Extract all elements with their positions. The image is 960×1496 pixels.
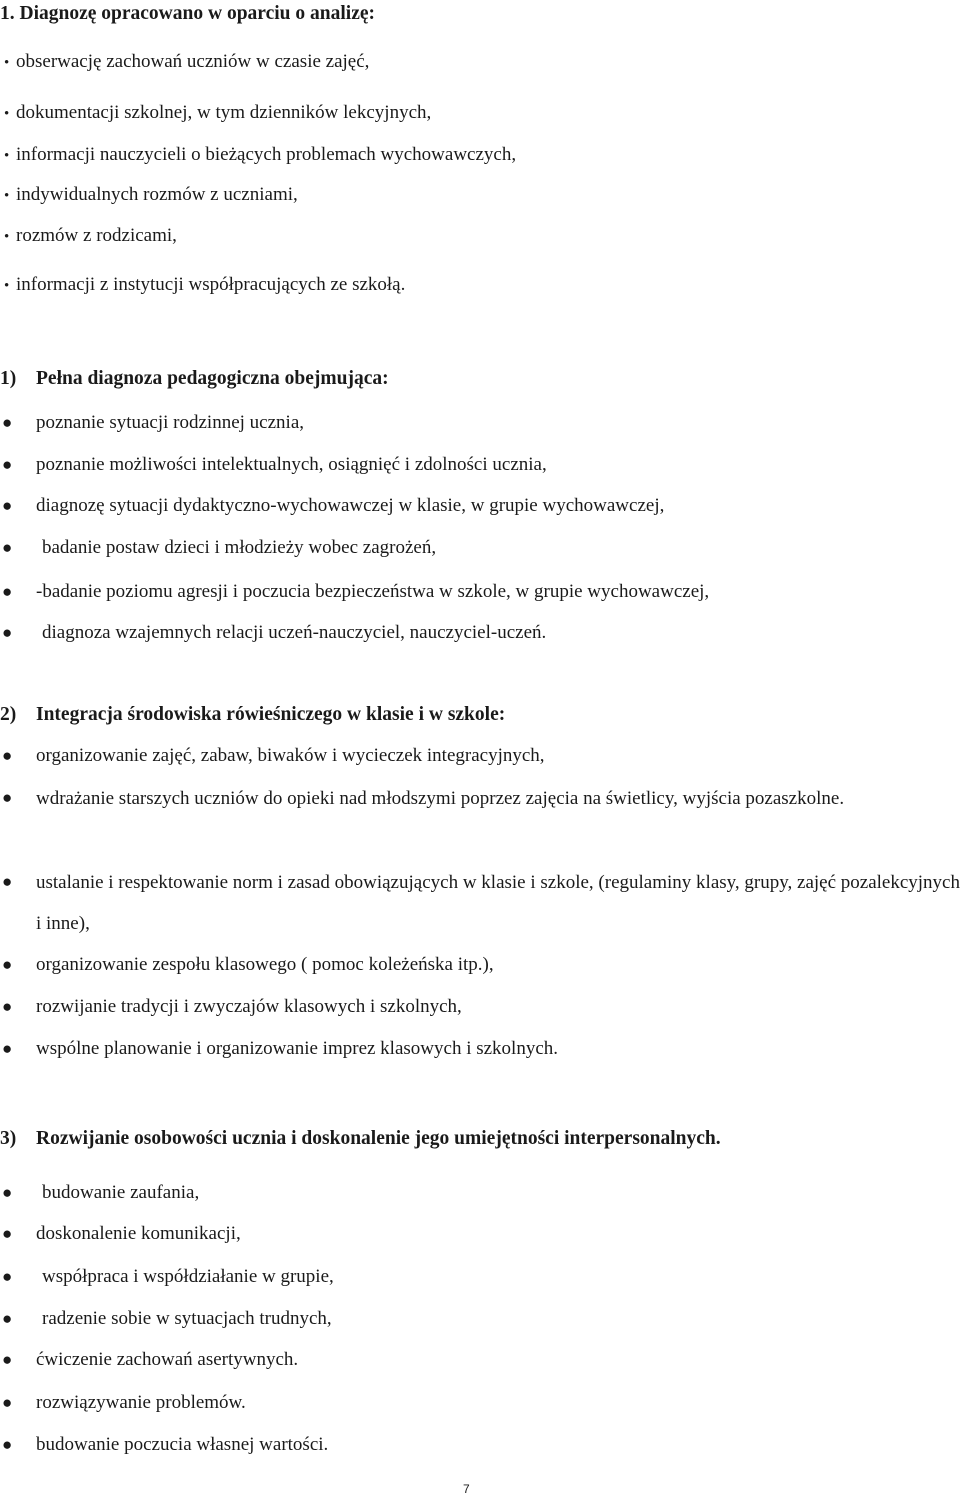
bullet-icon: • bbox=[4, 106, 10, 122]
main-heading: 1. Diagnozę opracowano w oparciu o analizę: bbox=[0, 3, 375, 24]
intro-list-item: • dokumentacji szkolnej, w tym dzienników lekcyjnych, bbox=[4, 101, 431, 126]
bullet-icon: ● bbox=[2, 496, 13, 515]
bullet-icon: ● bbox=[2, 788, 13, 807]
section-title: Rozwijanie osobowości ucznia i doskonalenie jego umiejętności interpersonalnych. bbox=[36, 1128, 721, 1149]
section-title: Pełna diagnoza pedagogiczna obejmująca: bbox=[36, 368, 389, 389]
bullet-icon: ● bbox=[2, 538, 13, 557]
section-title: Integracja środowiska rówieśniczego w klasie i w szkole: bbox=[36, 704, 506, 725]
bullet-icon: ● bbox=[2, 1435, 13, 1454]
bullet-icon: ● bbox=[2, 1309, 13, 1328]
page-number: 7 bbox=[463, 1482, 470, 1496]
bullet-icon: • bbox=[4, 188, 10, 204]
bullet-icon: ● bbox=[2, 746, 13, 765]
section-1-heading bbox=[0, 367, 389, 391]
bullet-icon: ● bbox=[2, 1224, 13, 1243]
bullet-icon: ● bbox=[2, 582, 13, 601]
intro-list-item: • informacji nauczycieli o bieżących problemach wychowawczych, bbox=[4, 143, 516, 168]
intro-list-item: • informacji z instytucji współpracujących ze szkołą. bbox=[4, 273, 405, 298]
document-page: 1. Diagnozę opracowano w oparciu o analizę: • obserwację zachowań uczniów w czasie zajęć, • dokumentacji szkolnej, w tym dzienników lekcyjnych, • informacji nauczycieli o bieżących problemach wychowawczych, • indywidualnych rozmów z uczniami, • rozmów z rodzicami, • informacji z instytucji współpracujących ze szkołą. 1) Pełna diagnoza pedagogiczna obejmująca: ● poznanie sytuacji rodzinnej ucznia, ● poznanie możliwości intelektualnych, osiągnięć i zdolności ucznia, ● diagnozę sytuacji dydaktyczno-wychowawczej w klasie, w grupie wychowawczej, ● badanie postaw dzieci i młodzieży wobec zagrożeń, ● -badanie poziomu agresji i poczucia bezpieczeństwa w szkole, w grupie wychowawczej, ● diagnoza wzajemnych relacji uczeń-nauczyciel, nauczyciel-uczeń. 2) Integracja środowiska rówieśniczego w klasie i w szkole: ● organizowanie zajęć, zabaw, biwaków i wycieczek integracyjnych, ● wdrażanie starszych uczniów do opieki nad młodszymi poprzez zajęcia na świetlicy, wyjścia pozaszkolne. ● ustalanie i respektowanie norm i zasad obowiązujących w klasie i szkole, (regulaminy klasy, grupy, zajęć pozalekcyjnych i inne), ● organizowanie zespołu klasowego ( pomoc koleżeńska itp.), ● rozwijanie tradycji i zwyczajów klasowych i szkolnych, ● wspólne planowanie i organizowanie imprez klasowych i szkolnych. 3) Rozwijanie osobowości ucznia i doskonalenie jego umiejętności interpersonalnych. ● budowanie zaufania, ● doskonalenie komunikacji, ● współpraca i współdziałanie w grupie, ● radzenie sobie w sytuacjach trudnych, ● ćwiczenie zachowań asertywnych. ● rozwiązywanie problemów. ● budowanie poczucia własnej wartości. 7 bbox=[0, 3, 960, 1496]
intro-list-item: • obserwację zachowań uczniów w czasie zajęć, bbox=[4, 50, 369, 75]
section-number: 3) bbox=[0, 1128, 17, 1149]
bullet-icon: • bbox=[4, 229, 10, 245]
bullet-icon: ● bbox=[2, 455, 13, 474]
bullet-icon: ● bbox=[2, 623, 13, 642]
bullet-icon: ● bbox=[2, 955, 13, 974]
section-2-heading bbox=[0, 703, 505, 727]
intro-list-item: • rozmów z rodzicami, bbox=[4, 224, 177, 249]
bullet-icon: ● bbox=[2, 1393, 13, 1412]
bullet-icon: • bbox=[4, 278, 10, 294]
bullet-icon: ● bbox=[2, 1267, 13, 1286]
section-number: 1) bbox=[0, 368, 17, 389]
intro-list-item: • indywidualnych rozmów z uczniami, bbox=[4, 183, 298, 208]
bullet-icon: ● bbox=[2, 1183, 13, 1202]
section-number: 2) bbox=[0, 704, 17, 725]
bullet-icon: ● bbox=[2, 872, 13, 891]
bullet-icon: ● bbox=[2, 997, 13, 1016]
bullet-icon: • bbox=[4, 55, 10, 71]
bullet-icon: ● bbox=[2, 1350, 13, 1369]
bullet-icon: ● bbox=[2, 413, 13, 432]
bullet-icon: ● bbox=[2, 1039, 13, 1058]
bullet-icon: • bbox=[4, 148, 10, 164]
section-3-heading bbox=[0, 1127, 721, 1151]
